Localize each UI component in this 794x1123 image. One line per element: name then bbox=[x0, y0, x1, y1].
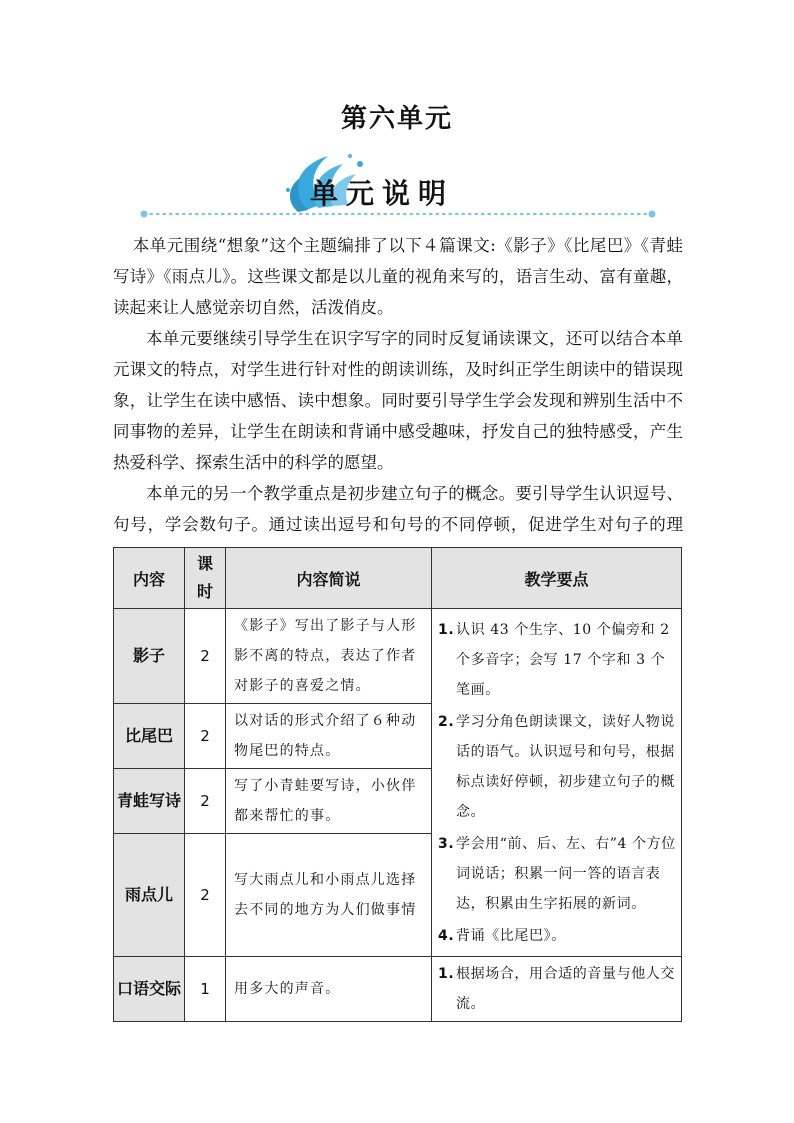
row-hours: 2 bbox=[185, 609, 226, 704]
row-hours: 1 bbox=[185, 957, 226, 1022]
list-item: 1. 根据场合，用合适的音量与他人交流。 bbox=[438, 966, 675, 1012]
header-points: 教学要点 bbox=[432, 548, 682, 609]
page-title: 第六单元 bbox=[340, 104, 453, 134]
unit-description bbox=[113, 230, 683, 571]
paragraph: 本单元要继续引导学生在识字写字的同时反复诵读课文，还可以结合本单元课文的特点，对学生进行针对性的朗读训练，及时纠正学生朗读中的错误现象，让学生在读中感悟、读中想象。同时要引导学生学会发现和辨别生活中不同事物的差异，让学生在朗读和背诵中感受趣味，抒发自己的独特感受，产生热爱科学、探索生活中的科学的愿望。 bbox=[113, 329, 683, 472]
row-summary: 写大雨点儿和小雨点儿选择去不同的地方为人们做事情 bbox=[226, 834, 432, 957]
section-heading: 单元说明 bbox=[310, 177, 455, 210]
list-item: 1. 认识 43 个生字、10 个偏旁和 2 个多音字；会写 17 个字和 3 个笔画。 bbox=[438, 621, 670, 698]
row-name: 比尾巴 bbox=[114, 704, 185, 769]
teaching-points-oral bbox=[432, 957, 682, 1022]
teaching-points bbox=[432, 609, 682, 957]
table-row bbox=[114, 609, 682, 704]
row-hours: 2 bbox=[185, 834, 226, 957]
row-summary: 《影子》写出了影子与人形影不离的特点，表达了作者对影子的喜爱之情。 bbox=[226, 609, 432, 704]
row-summary: 用多大的声音。 bbox=[226, 957, 432, 1022]
list-item: 4. 背诵《比尾巴》。 bbox=[438, 927, 566, 944]
header-summary: 内容简说 bbox=[226, 548, 432, 609]
row-name: 雨点儿 bbox=[114, 834, 185, 957]
unit-table bbox=[113, 547, 682, 1022]
list-item: 3. 学会用“前、后、左、右”4 个方位词说话；积累一问一答的语言表达，积累由生字拓展的新词。 bbox=[438, 835, 676, 912]
paragraph: 本单元的另一个教学重点是初步建立句子的概念。要引导学生认识逗号、句号，学会数句子。通过读出逗号和句号的不同停顿，促进学生对句子的理 bbox=[113, 484, 683, 534]
row-name: 口语交际 bbox=[114, 957, 185, 1022]
list-item: 2. 学习分角色朗读课文，读好人物说话的语气。认识逗号和句号，根据标点读好停顿，初步建立句子的概念。 bbox=[438, 713, 675, 820]
row-hours: 2 bbox=[185, 769, 226, 834]
row-summary: 写了小青蛙要写诗，小伙伴都来帮忙的事。 bbox=[226, 769, 432, 834]
header-hours: 课时 bbox=[185, 548, 226, 609]
row-hours: 2 bbox=[185, 704, 226, 769]
row-summary: 以对话的形式介绍了６种动物尾巴的特点。 bbox=[226, 704, 432, 769]
header-content: 内容 bbox=[114, 548, 185, 609]
row-name: 影子 bbox=[114, 609, 185, 704]
paragraph: 本单元围绕“想象”这个主题编排了以下４篇课文:《影子》《比尾巴》《青蛙写诗》《雨点儿》。这些课文都是以儿童的视角来写的，语言生动、富有童趣，读起来让人感觉亲切自然，活泼俏皮。 bbox=[113, 236, 683, 317]
table-header-row bbox=[114, 548, 682, 609]
table-row bbox=[114, 957, 682, 1022]
row-name: 青蛙写诗 bbox=[114, 769, 185, 834]
